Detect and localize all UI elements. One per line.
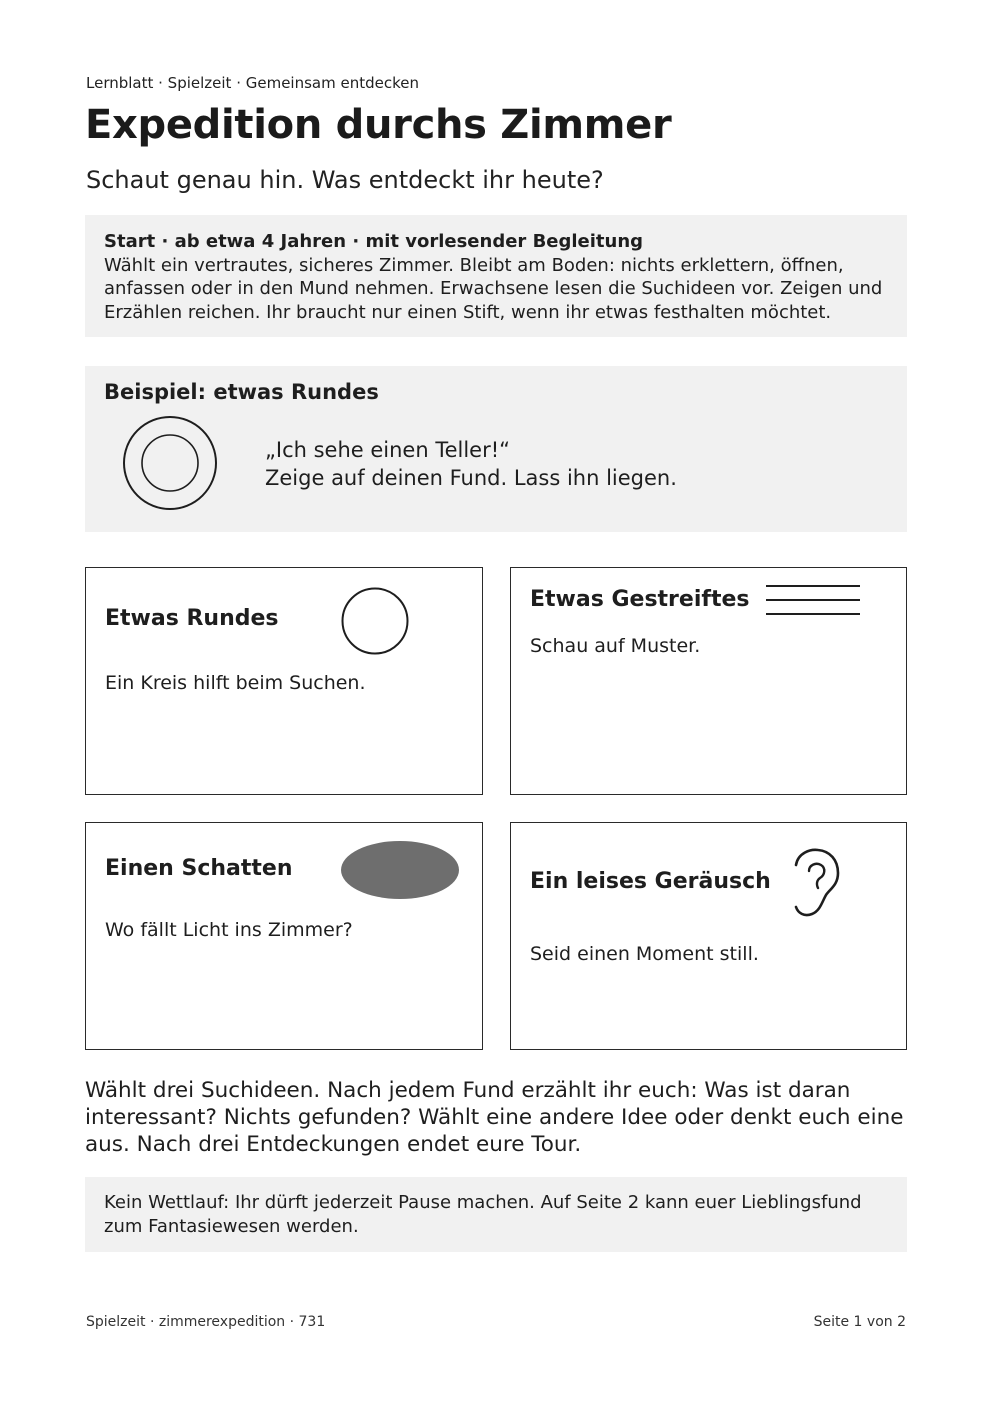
card-title: Einen Schatten (105, 856, 293, 881)
ear-icon (790, 847, 844, 919)
card-description: Ein Kreis hilft beim Suchen. (105, 672, 366, 694)
stripes-icon (764, 583, 862, 617)
card-description: Wo fällt Licht ins Zimmer? (105, 919, 353, 941)
search-card-sound (510, 822, 907, 1050)
card-description: Schau auf Muster. (530, 635, 701, 657)
breadcrumb: Lernblatt · Spielzeit · Gemeinsam entdecken (86, 74, 419, 92)
plate-icon (121, 414, 219, 512)
card-title: Etwas Gestreiftes (530, 587, 750, 612)
start-heading: Start · ab etwa 4 Jahren · mit vorlesender Begleitung (104, 231, 644, 252)
example-quote: „Ich sehe einen Teller!“ (265, 438, 511, 462)
example-box (85, 366, 907, 532)
page-subtitle: Schaut genau hin. Was entdeckt ihr heute? (86, 166, 604, 194)
note-text: Kein Wettlauf: Ihr dürft jederzeit Pause machen. Auf Seite 2 kann euer Lieblingsfund zum Fantasiewesen werden. (104, 1192, 862, 1237)
shadow-icon (340, 840, 460, 900)
card-title: Ein leises Geräusch (530, 869, 771, 894)
instructions-paragraph: Wählt drei Suchideen. Nach jedem Fund erzählt ihr euch: Was ist daran interessant? Nichts gefunden? Wählt eine andere Idee oder denkt euch eine aus. Nach drei Entdeckungen endet eure Tour. (85, 1078, 904, 1157)
card-title: Etwas Rundes (105, 606, 279, 631)
start-info-box (85, 215, 907, 337)
circle-icon (340, 586, 410, 656)
page-title: Expedition durchs Zimmer (85, 102, 672, 148)
search-card-round (85, 567, 483, 795)
search-card-shadow (85, 822, 483, 1050)
note-box (85, 1177, 907, 1252)
example-instruction: Zeige auf deinen Fund. Lass ihn liegen. (265, 466, 677, 490)
search-card-striped (510, 567, 907, 795)
start-text: Wählt ein vertrautes, sicheres Zimmer. Bleibt am Boden: nichts erklettern, öffnen, anfassen oder in den Mund nehmen. Erwachsene lesen die Suchideen vor. Zeigen und Erzählen reichen. Ihr braucht nur einen Stift, wenn ihr etwas festhalten möchtet. (104, 254, 883, 323)
footer-page-number: Seite 1 von 2 (813, 1314, 906, 1330)
example-heading: Beispiel: etwas Rundes (104, 380, 379, 404)
footer-source: Spielzeit · zimmerexpedition · 731 (86, 1314, 326, 1330)
card-description: Seid einen Moment still. (530, 943, 759, 965)
